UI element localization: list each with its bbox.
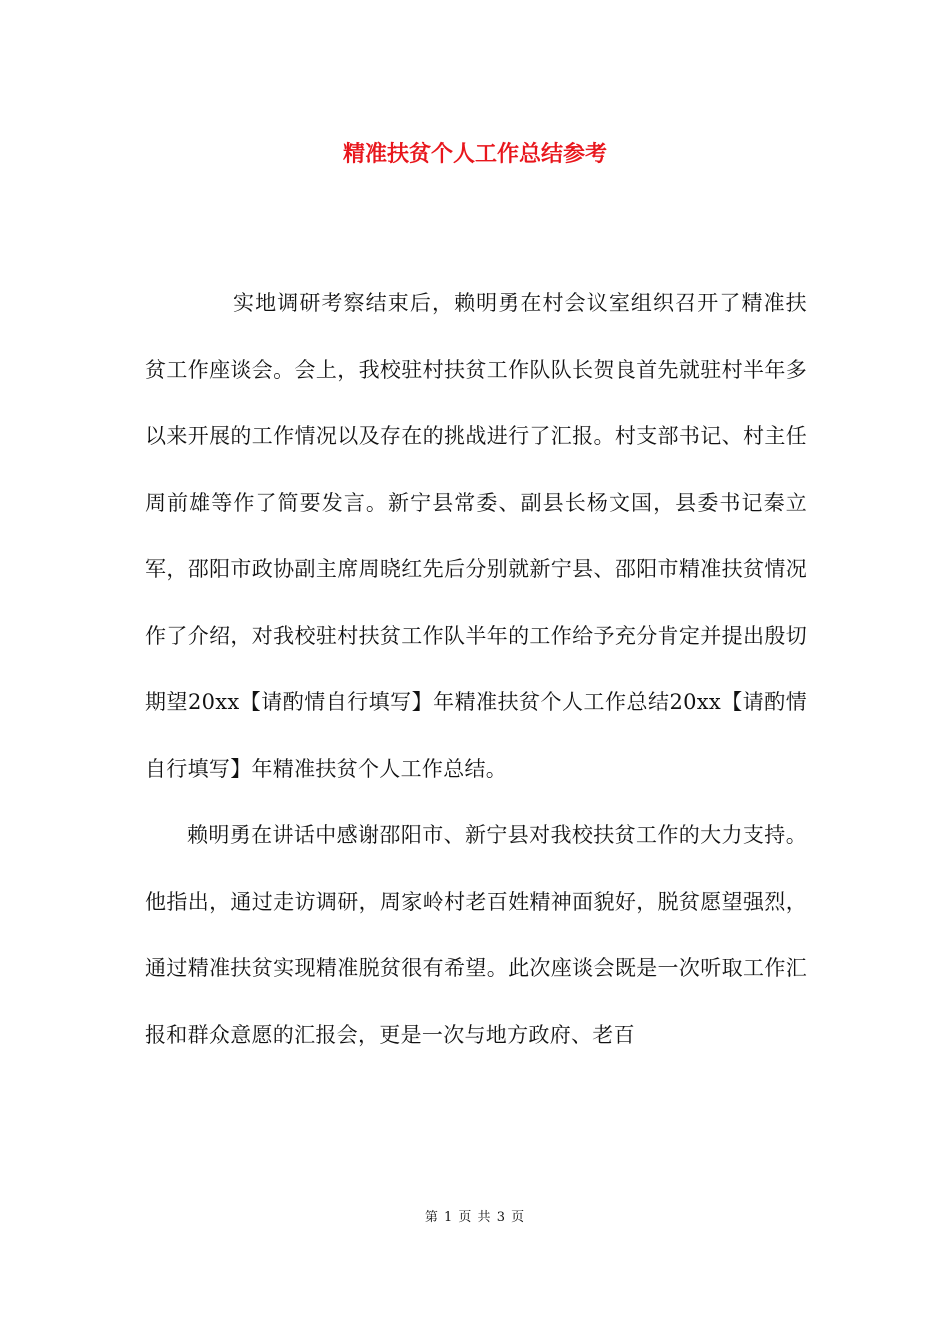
- document-title: 精准扶贫个人工作总结参考: [342, 141, 607, 167]
- page-footer: 第 1 页 共 3 页: [424, 1210, 526, 1225]
- paragraph-1: 实地调研考察结束后，赖明勇在村会议室组织召开了精准扶贫工作座谈会。会上，我校驻村扶贫工作队队长贺良首先就驻村半年多以来开展的工作情况以及存在的挑战进行了汇报。村支部书记、村主任周前雄等作了简要发言。新宁县常委、副县长杨文国，县委书记秦立军，邵阳市政协副主席周晓红先后分别就新宁县、邵阳市精准扶贫情况作了介绍，对我校驻村扶贫工作队半年的工作给予充分肯定并提出殷切期望20xx【请酌情自行填写】年精准扶贫个人工作总结20xx【请酌情自行填写】年精准扶贫个人工作总结。: [145, 291, 807, 781]
- document-body: [145, 270, 807, 1068]
- paragraph-2: 赖明勇在讲话中感谢邵阳市、新宁县对我校扶贫工作的大力支持。他指出，通过走访调研，周家岭村老百姓精神面貌好，脱贫愿望强烈，通过精准扶贫实现精准脱贫很有希望。此次座谈会既是一次听取工作汇报和群众意愿的汇报会，更是一次与地方政府、老百: [145, 823, 807, 1047]
